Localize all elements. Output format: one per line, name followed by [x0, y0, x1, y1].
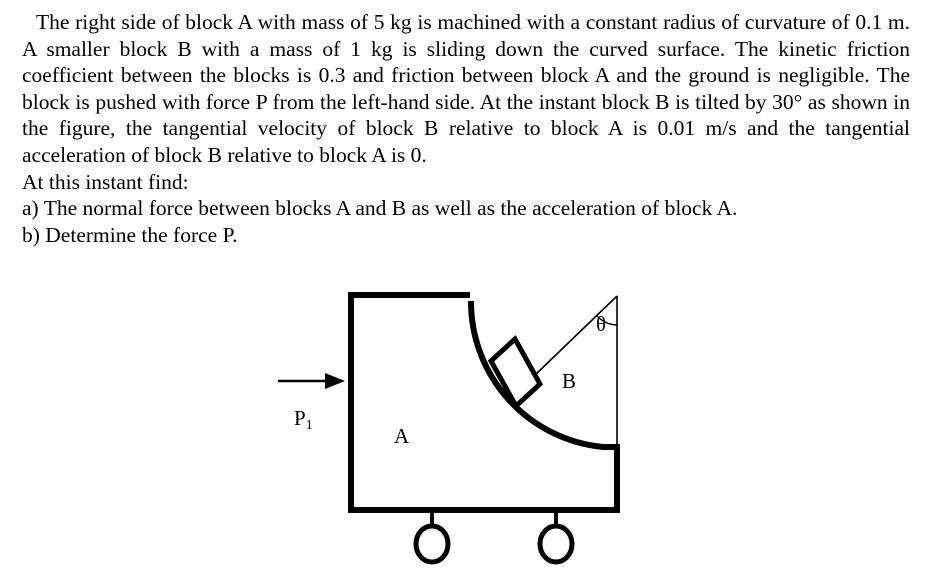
block-b-label: B: [562, 369, 577, 393]
problem-statement: The right side of block A with mass of 5 kg is machined with a constant radius of curvature of 0.1 m. A smaller block B with a mass of 1 kg is sliding down the curved surface. The kinetic friction coefficient between the blocks is 0.3 and friction between block A and the ground is negligible. The block is pushed with force P from the left-hand side. At the instant block B is tilted by 30° as shown in the figure, the tangential velocity of block B relative to block A is 0.01 m/s and the tangential acceleration of block B relative to block A is 0.: [22, 10, 910, 167]
angle-label: θ: [596, 312, 607, 336]
force-label-main: P: [294, 406, 306, 430]
instant-prompt: At this instant find:: [22, 169, 189, 194]
question-part-b: b) Determine the force P.: [22, 222, 238, 247]
block-a-outline: [351, 295, 617, 510]
wheel-right: [540, 526, 572, 562]
force-label-subscript: 1: [305, 418, 313, 433]
force-label: [294, 406, 313, 433]
force-arrow-head: [325, 373, 345, 389]
wheel-left: [416, 526, 448, 562]
radius-line: [534, 296, 617, 376]
block-b: [491, 339, 540, 406]
question-part-a: a) The normal force between blocks A and B as well as the acceleration of block A.: [22, 196, 738, 221]
block-a-label: A: [394, 424, 410, 448]
